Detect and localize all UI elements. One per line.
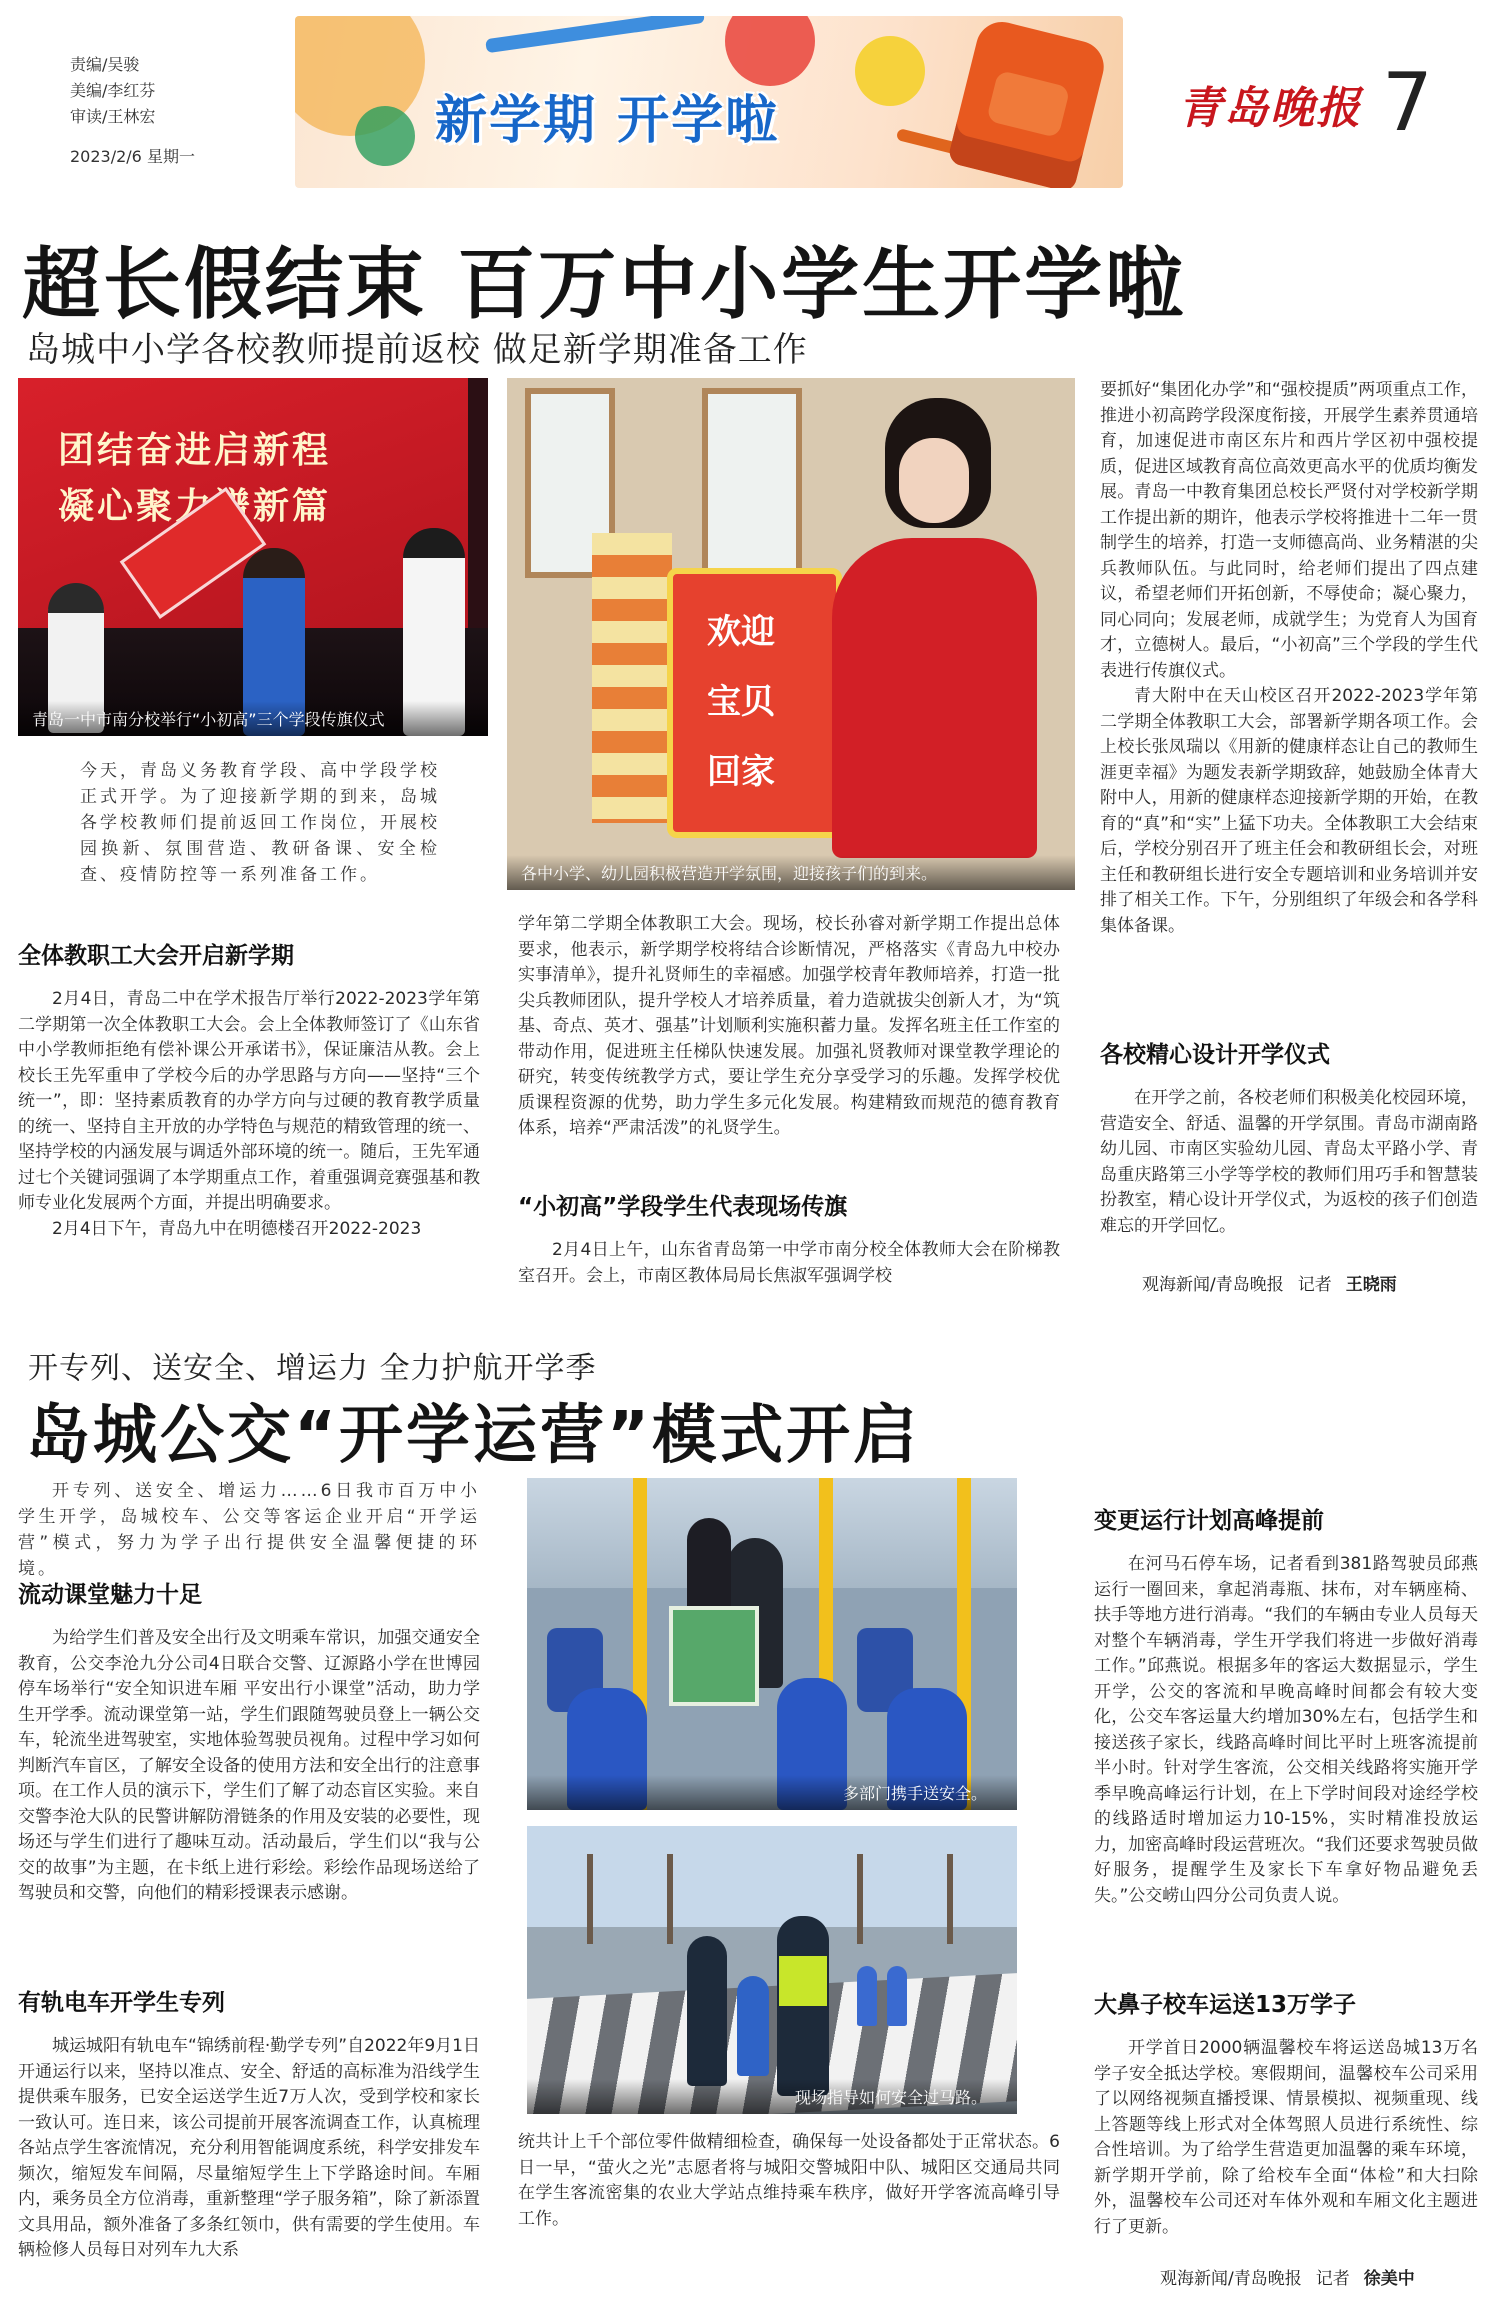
banner-title: 新学期 开学啦 [435, 91, 780, 151]
decor-circle [725, 16, 815, 86]
screen-slogan-line2: 凝心聚力谱新篇 [58, 486, 332, 527]
story1-section2-title: “小初高”学段学生代表现场传旗 [518, 1194, 848, 1220]
teacher-face [899, 438, 969, 523]
story2-section3-title: 变更运行计划高峰提前 [1094, 1508, 1324, 1534]
page-number: 7 [1382, 56, 1433, 149]
officer-figure [687, 1936, 727, 2086]
issue-date: 2023/2/6 星期一 [70, 147, 195, 166]
story1-section1-title: 全体教职工大会开启新学期 [18, 943, 294, 969]
story2-section4-title: 大鼻子校车运送13万学子 [1094, 1992, 1357, 2018]
decor-garland [592, 533, 672, 823]
photo4-caption: 现场指导如何安全过马路。 [527, 2079, 1017, 2114]
paragraph: 在河马石停车场，记者看到381路驾驶员邱燕运行一圈回来，拿起消毒瓶、抹布，对车辆座椅、扶手等地方进行消毒。“我们的车辆由专业人员每天对整个车辆消毒，学生开学我们将进一步做好消毒工作。”邱燕说。根据多年的客运大数据显示，学生开学，公交的客流和早晚高峰时间都会有较大变化，公交车客运量大约增加30%左右，包括学生和接送孩子家长，线路高峰时间比平时上班客流提前半小时。针对学生客流，公交相关线路将实施开学季早晚高峰运行计划，在上下学时间段对途经学校的线路适时增加运力10-15%，实时精准投放运力，加密高峰时段运营班次。“我们还要求驾驶员做好服务，提醒学生及家长下车拿好物品避免丢失。”公交崂山四分公司负责人说。 [1094, 1554, 1478, 1906]
credit-designer: 美编/李红芬 [70, 81, 156, 100]
paragraph: 学年第二学期全体教职工大会。现场，校长孙睿对新学期工作提出总体要求，他表示，新学期学校将结合诊断情况，严格落实《青岛九中校办实事清单》，提升礼贤师生的幸福感。加强学校青年教师培养，打造一批尖兵教师团队，提升学校人才培养质量，着力造就拔尖创新人才，为“筑基、奇点、英才、强基”计划顺利实施积蓄力量。发挥名班主任工作室的带动作用，促进班主任梯队快速发展。加强礼贤教师对课堂教学理论的研究，转变传统教学方式，要让学生充分享受学习的乐趣。发挥学校优质课程资源的优势，助力学生多元化发展。构建精致而规范的德育教育体系，培养“严肃活泼”的礼贤学生。 [518, 914, 1060, 1138]
paragraph: 2月4日，青岛二中在学术报告厅举行2022-2023学年第二学期第一次全体教职工大会。会上全体教师签订了《山东省中小学教师拒绝有偿补课公开承诺书》，保证廉洁从教。会上校长王先军重申了学校今后的办学思路与方向——坚持“三个统一”，即：坚持素质教育的办学方向与过硬的教育教学质量的统一、坚持自主开放的办学特色与规范的精致管理的统一、坚持学校的内涵发展与调适外部环境的统一。随后，王先军通过七个关键词强调了本学期重点工作，着重强调竞赛强基和教师专业化发展两个方面，并提出明确要求。 [18, 989, 480, 1213]
story1-lead: 今天，青岛义务教育学段、高中学段学校正式开学。为了迎接新学期的到来，岛城各学校教师们提前返回工作岗位，开展校园换新、氛围营造、教研备课、安全检查、疫情防控等一系列准备工作。 [80, 761, 440, 885]
paragraph: 青大附中在天山校区召开2022-2023学年第二学期全体教职工大会，部署新学期各项工作。会上校长张凤瑞以《用新的健康样态让自己的教师生涯更幸福》为题发表新学期致辞，她鼓励全体青大附中人，用新的健康样态迎接新学期的开始，在教育的“真”和“实”上猛下功夫。全体教职工大会结束后，学校分别召开了班主任会和教研组长会，对班主任和教研组长进行安全专题培训和业务培训并安排了相关工作。下午，分别组织了年级会和各学科集体备课。 [1100, 686, 1478, 936]
byline-source: 观海新闻/青岛晚报 [1160, 2269, 1302, 2289]
story1-subhead: 岛城中小学各校教师提前返校 做足新学期准备工作 [26, 330, 808, 370]
student-figure [857, 1966, 877, 2026]
photo3-caption: 多部门携手送安全。 [527, 1775, 1017, 1810]
paragraph: 开专列、送安全、增运力……6日我市百万中小学生开学，岛城校车、公交等客运企业开启“开学运营”模式，努力为学子出行提供安全温馨便捷的环境。 [18, 1481, 480, 1579]
story2-headline: 岛城公交“开学运营”模式开启 [26, 1399, 921, 1473]
welcome-board [667, 568, 842, 838]
photo-flag-ceremony [18, 378, 488, 736]
byline-source: 观海新闻/青岛晚报 [1142, 1275, 1284, 1295]
paragraph: 在开学之前，各校老师们积极美化校园环境，营造安全、舒适、温馨的开学氛围。青岛市湖南路幼儿园、市南区实验幼儿园、青岛太平路小学、青岛重庆路第三小学等学校的教师们用巧手和智慧装扮教室，精心设计开学仪式，为返校的孩子们创造难忘的开学回忆。 [1100, 1088, 1478, 1236]
paragraph: 城运城阳有轨电车“锦绣前程·勤学专列”自2022年9月1日开通运行以来，坚持以准点、安全、舒适的高标准为沿线学生提供乘车服务，已安全运送学生近7万人次，受到学校和家长一致认可。连日来，该公司提前开展客流调查工作，认真梳理各站点学生客流情况，充分利用智能调度系统，科学安排发车频次，缩短发车间隔，尽量缩短学生上下学路途时间。车厢内，乘务员全方位消毒，重新整理“学子服务箱”，除了新添置文具用品，额外准备了多条红领巾，供有需要的学生使用。车辆检修人员每日对列车九大系 [18, 2036, 480, 2260]
story2-byline [1160, 2264, 1415, 2289]
safety-poster [669, 1606, 759, 1706]
pencil-icon [485, 16, 705, 53]
decor-circle [855, 36, 925, 106]
screen-slogan-line1: 团结奋进启新程 [58, 430, 332, 471]
decor-circle [355, 106, 415, 166]
paragraph: 为给学生们普及安全出行及文明乘车常识，加强交通安全教育，公交李沧九分公司4日联合交警、辽源路小学在世博园停车场举行“安全知识进车厢 平安出行小课堂”活动，助力学生开学季。流动课堂第一站，学生们跟随驾驶员登上一辆公交车，轮流坐进驾驶室，实地体验驾驶员视角。过程中学习如何判断汽车盲区，了解安全设备的使用方法和安全出行的注意事项。在工作人员的演示下，学生们了解了动态盲区实验。来自交警李沧大队的民警讲解防滑链条的作用及安装的必要性，现场还与学生们进行了趣味互动。活动最后，学生们以“我与公交的故事”为主题，在卡纸上进行彩绘。彩绘作品现场送给了驾驶员和交警，向他们的精彩授课表示感谢。 [18, 1628, 480, 1903]
story1-headline: 超长假结束 百万中小学生开学啦 [22, 240, 1187, 330]
board-word: 欢迎 [707, 612, 775, 652]
paragraph: 开学首日2000辆温馨校车将运送岛城13万名学子安全抵达学校。寒假期间，温馨校车公司采用了以网络视频直播授课、情景模拟、视频重现、线上答题等线上形式对全体驾照人员进行系统性、综合性培训。为了给学生营造更加温馨的乘车环境，新学期开学前，除了给校车全面“体检”和大扫除外，温馨校车公司还对车体外观和车厢文化主题进行了更新。 [1094, 2038, 1478, 2237]
teacher-figure [832, 538, 1037, 858]
story1-section3-body [1100, 1086, 1478, 1239]
schoolbag-icon [947, 17, 1109, 188]
tree [857, 1854, 863, 1944]
student-figure [887, 1966, 907, 2026]
photo-welcome-board [507, 378, 1075, 890]
student-figure [737, 1976, 769, 2076]
officer-figure [777, 1916, 829, 2096]
story2-section3-body [1094, 1552, 1478, 1909]
story2-section2-title: 有轨电车开学生专列 [18, 1990, 225, 2016]
story1-byline [1142, 1270, 1397, 1295]
tree [667, 1854, 673, 1944]
newspaper-logo: 青岛晚报 [1178, 83, 1362, 134]
paragraph: 2月4日上午，山东省青岛第一中学市南分校全体教师大会在阶梯教室召开。会上，市南区教体局局长焦淑军强调学校 [518, 1240, 1060, 1286]
paragraph: 2月4日下午，青岛九中在明德楼召开2022-2023 [52, 1218, 422, 1239]
byline-reporter: 王晓雨 [1345, 1275, 1397, 1295]
editor-credits [70, 52, 195, 170]
credit-editor: 责编/吴骏 [70, 55, 140, 74]
byline-reporter: 徐美中 [1363, 2269, 1415, 2289]
tree [947, 1854, 953, 1944]
story1-col2-body [518, 912, 1060, 1142]
photo1-caption: 青岛一中市南分校举行“小初高”三个学段传旗仪式 [18, 701, 488, 736]
board-word: 回家 [707, 752, 775, 792]
byline-role: 记者 [1297, 1275, 1332, 1295]
story1-section2-body [518, 1238, 1060, 1289]
classroom-window [702, 388, 802, 578]
story1-section3-title: 各校精心设计开学仪式 [1100, 1042, 1330, 1068]
byline-role: 记者 [1315, 2269, 1350, 2289]
story1-section1-body [18, 987, 480, 1242]
photo2-caption: 各中小学、幼儿园积极营造开学氛围，迎接孩子们的到来。 [507, 855, 1075, 890]
story2-lead [18, 1478, 480, 1582]
story2-section1-body [18, 1626, 480, 1907]
photo-bus-safety-class [527, 1478, 1017, 1810]
credit-proofreader: 审读/王林宏 [70, 107, 156, 126]
story1-col3-body [1100, 378, 1478, 939]
board-word: 宝贝 [707, 682, 775, 722]
story2-col2-body [518, 2130, 1060, 2232]
story2-section4-body [1094, 2036, 1478, 2240]
tree [587, 1854, 593, 1944]
section-banner [295, 16, 1123, 188]
story2-kicker: 开专列、送安全、增运力 全力护航开学季 [28, 1351, 597, 1386]
story2-section2-body [18, 2034, 480, 2264]
story2-section1-title: 流动课堂魅力十足 [18, 1582, 202, 1608]
paragraph: 统共计上千个部位零件做精细检查，确保每一处设备都处于正常状态。6日一早，“萤火之光”志愿者将与城阳交警城阳中队、城阳区交通局共同在学生客流密集的农业大学站点维持乘车秩序，做好开学客流高峰引导工作。 [518, 2132, 1060, 2229]
photo-crosswalk-guidance [527, 1826, 1017, 2114]
safety-vest [779, 1956, 827, 2006]
paragraph: 要抓好“集团化办学”和“强校提质”两项重点工作，推进小初高跨学段深度衔接，开展学生素养贯通培育，加速促进市南区东片和西片学区初中强校提质，促进区域教育高位高效更高水平的优质均衡发展。青岛一中教育集团总校长严贤付对学校新学期工作提出新的期许，他表示学校将推进十二年一贯制学生的培养，打造一支师德高尚、业务精湛的尖兵教师队伍。与此同时，给老师们提出了四点建议，希望老师们开拓创新，不辱使命；凝心聚力，同心同向；发展老师，成就学生；为党育人为国育才，立德树人。最后，“小初高”三个学段的学生代表进行传旗仪式。 [1100, 380, 1478, 681]
